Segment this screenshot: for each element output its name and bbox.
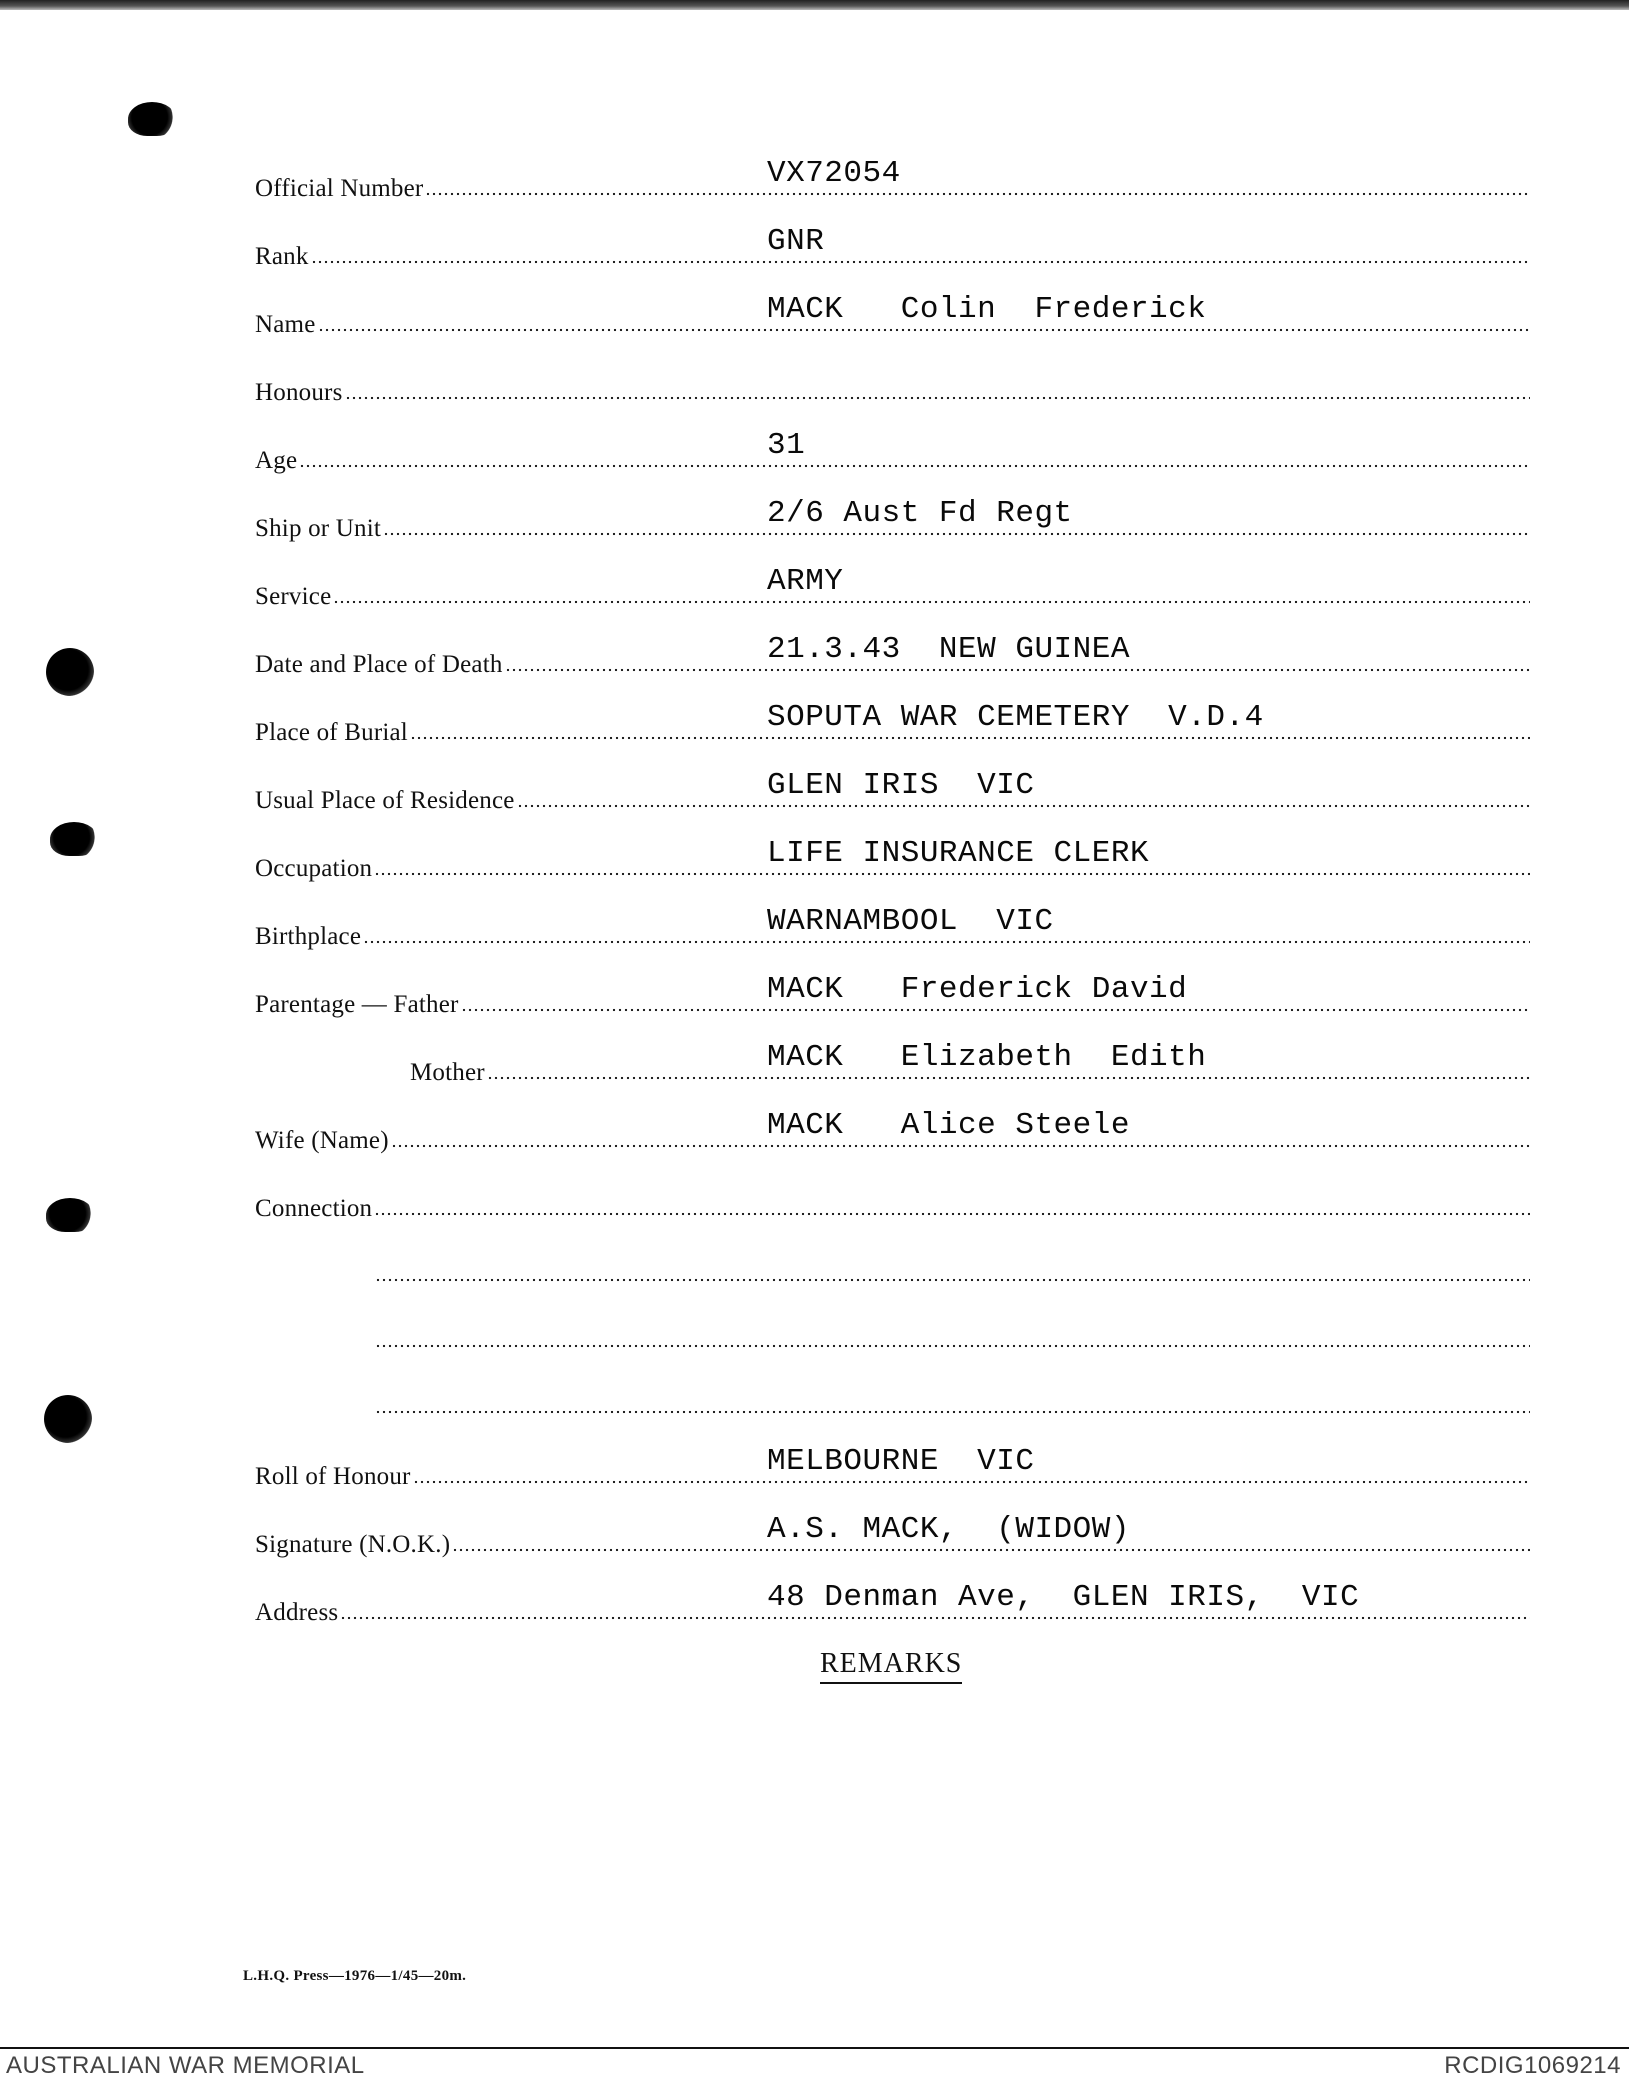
field-label: Service [255, 583, 332, 610]
field-value: 21.3.43 NEW GUINEA [767, 632, 1130, 667]
field-label: Age [255, 447, 298, 474]
field-name [255, 291, 1530, 341]
field-value: 2/6 Aust Fd Regt [767, 496, 1073, 531]
printer-mark: L.H.Q. Press—1976—1/45—20m. [243, 1968, 467, 1984]
field-label: Honours [255, 379, 343, 406]
footer-archive-name: AUSTRALIAN WAR MEMORIAL [6, 2052, 365, 2079]
binder-hole [50, 822, 98, 856]
field-label: Usual Place of Residence [255, 787, 515, 814]
field-wife [255, 1107, 1530, 1157]
field-label: Wife (Name) [255, 1127, 389, 1154]
field-label: Parentage — Father [255, 991, 459, 1018]
field-value: VX72054 [767, 156, 901, 191]
binder-hole [46, 648, 94, 696]
field-label: Date and Place of Death [255, 651, 503, 678]
field-value: MACK Alice Steele [767, 1108, 1130, 1143]
field-date-place-of-death [255, 631, 1530, 681]
field-value: SOPUTA WAR CEMETERY V.D.4 [767, 700, 1264, 735]
field-occupation [255, 835, 1530, 885]
connection-line [255, 1307, 1530, 1357]
field-label: Mother [410, 1059, 485, 1086]
field-honours [255, 359, 1530, 409]
top-border [0, 0, 1629, 10]
field-value: MACK Frederick David [767, 972, 1188, 1007]
binder-hole [44, 1395, 92, 1443]
field-connection [255, 1175, 1530, 1225]
field-address [255, 1579, 1530, 1629]
field-signature [255, 1511, 1530, 1561]
binder-hole [46, 1198, 94, 1232]
field-label: Rank [255, 243, 309, 270]
field-label: Address [255, 1599, 339, 1626]
field-official-number [255, 155, 1530, 205]
field-roll-of-honour [255, 1443, 1530, 1493]
field-value: A.S. MACK, (WIDOW) [767, 1512, 1130, 1547]
field-value: GNR [767, 224, 825, 259]
field-label: Ship or Unit [255, 515, 382, 542]
field-father [255, 971, 1530, 1021]
field-label: Connection [255, 1195, 373, 1222]
field-value: ARMY [767, 564, 844, 599]
field-value: MACK Elizabeth Edith [767, 1040, 1207, 1075]
field-value: 48 Denman Ave, GLEN IRIS, VIC [767, 1580, 1360, 1615]
connection-line [255, 1241, 1530, 1291]
field-label: Official Number [255, 175, 424, 202]
field-label: Occupation [255, 855, 373, 882]
field-label: Signature (N.O.K.) [255, 1531, 451, 1558]
field-rank [255, 223, 1530, 273]
field-service [255, 563, 1530, 613]
field-value: WARNAMBOOL VIC [767, 904, 1054, 939]
field-label: Birthplace [255, 923, 362, 950]
field-usual-residence [255, 767, 1530, 817]
field-birthplace [255, 903, 1530, 953]
field-label: Place of Burial [255, 719, 408, 746]
field-ship-or-unit [255, 495, 1530, 545]
field-value: LIFE INSURANCE CLERK [767, 836, 1150, 871]
field-age [255, 427, 1530, 477]
connection-line [255, 1373, 1530, 1423]
footer-record-id: RCDIG1069214 [1444, 2052, 1621, 2079]
field-mother [255, 1039, 1530, 1089]
footer-divider [0, 2047, 1629, 2049]
remarks-heading: REMARKS [820, 1648, 962, 1684]
binder-hole [128, 102, 176, 136]
field-value: MELBOURNE VIC [767, 1444, 1035, 1479]
field-value: GLEN IRIS VIC [767, 768, 1035, 803]
field-place-of-burial [255, 699, 1530, 749]
field-label: Name [255, 311, 316, 338]
field-value: 31 [767, 428, 806, 463]
field-value: MACK Colin Frederick [767, 292, 1207, 327]
field-label: Roll of Honour [255, 1463, 411, 1490]
